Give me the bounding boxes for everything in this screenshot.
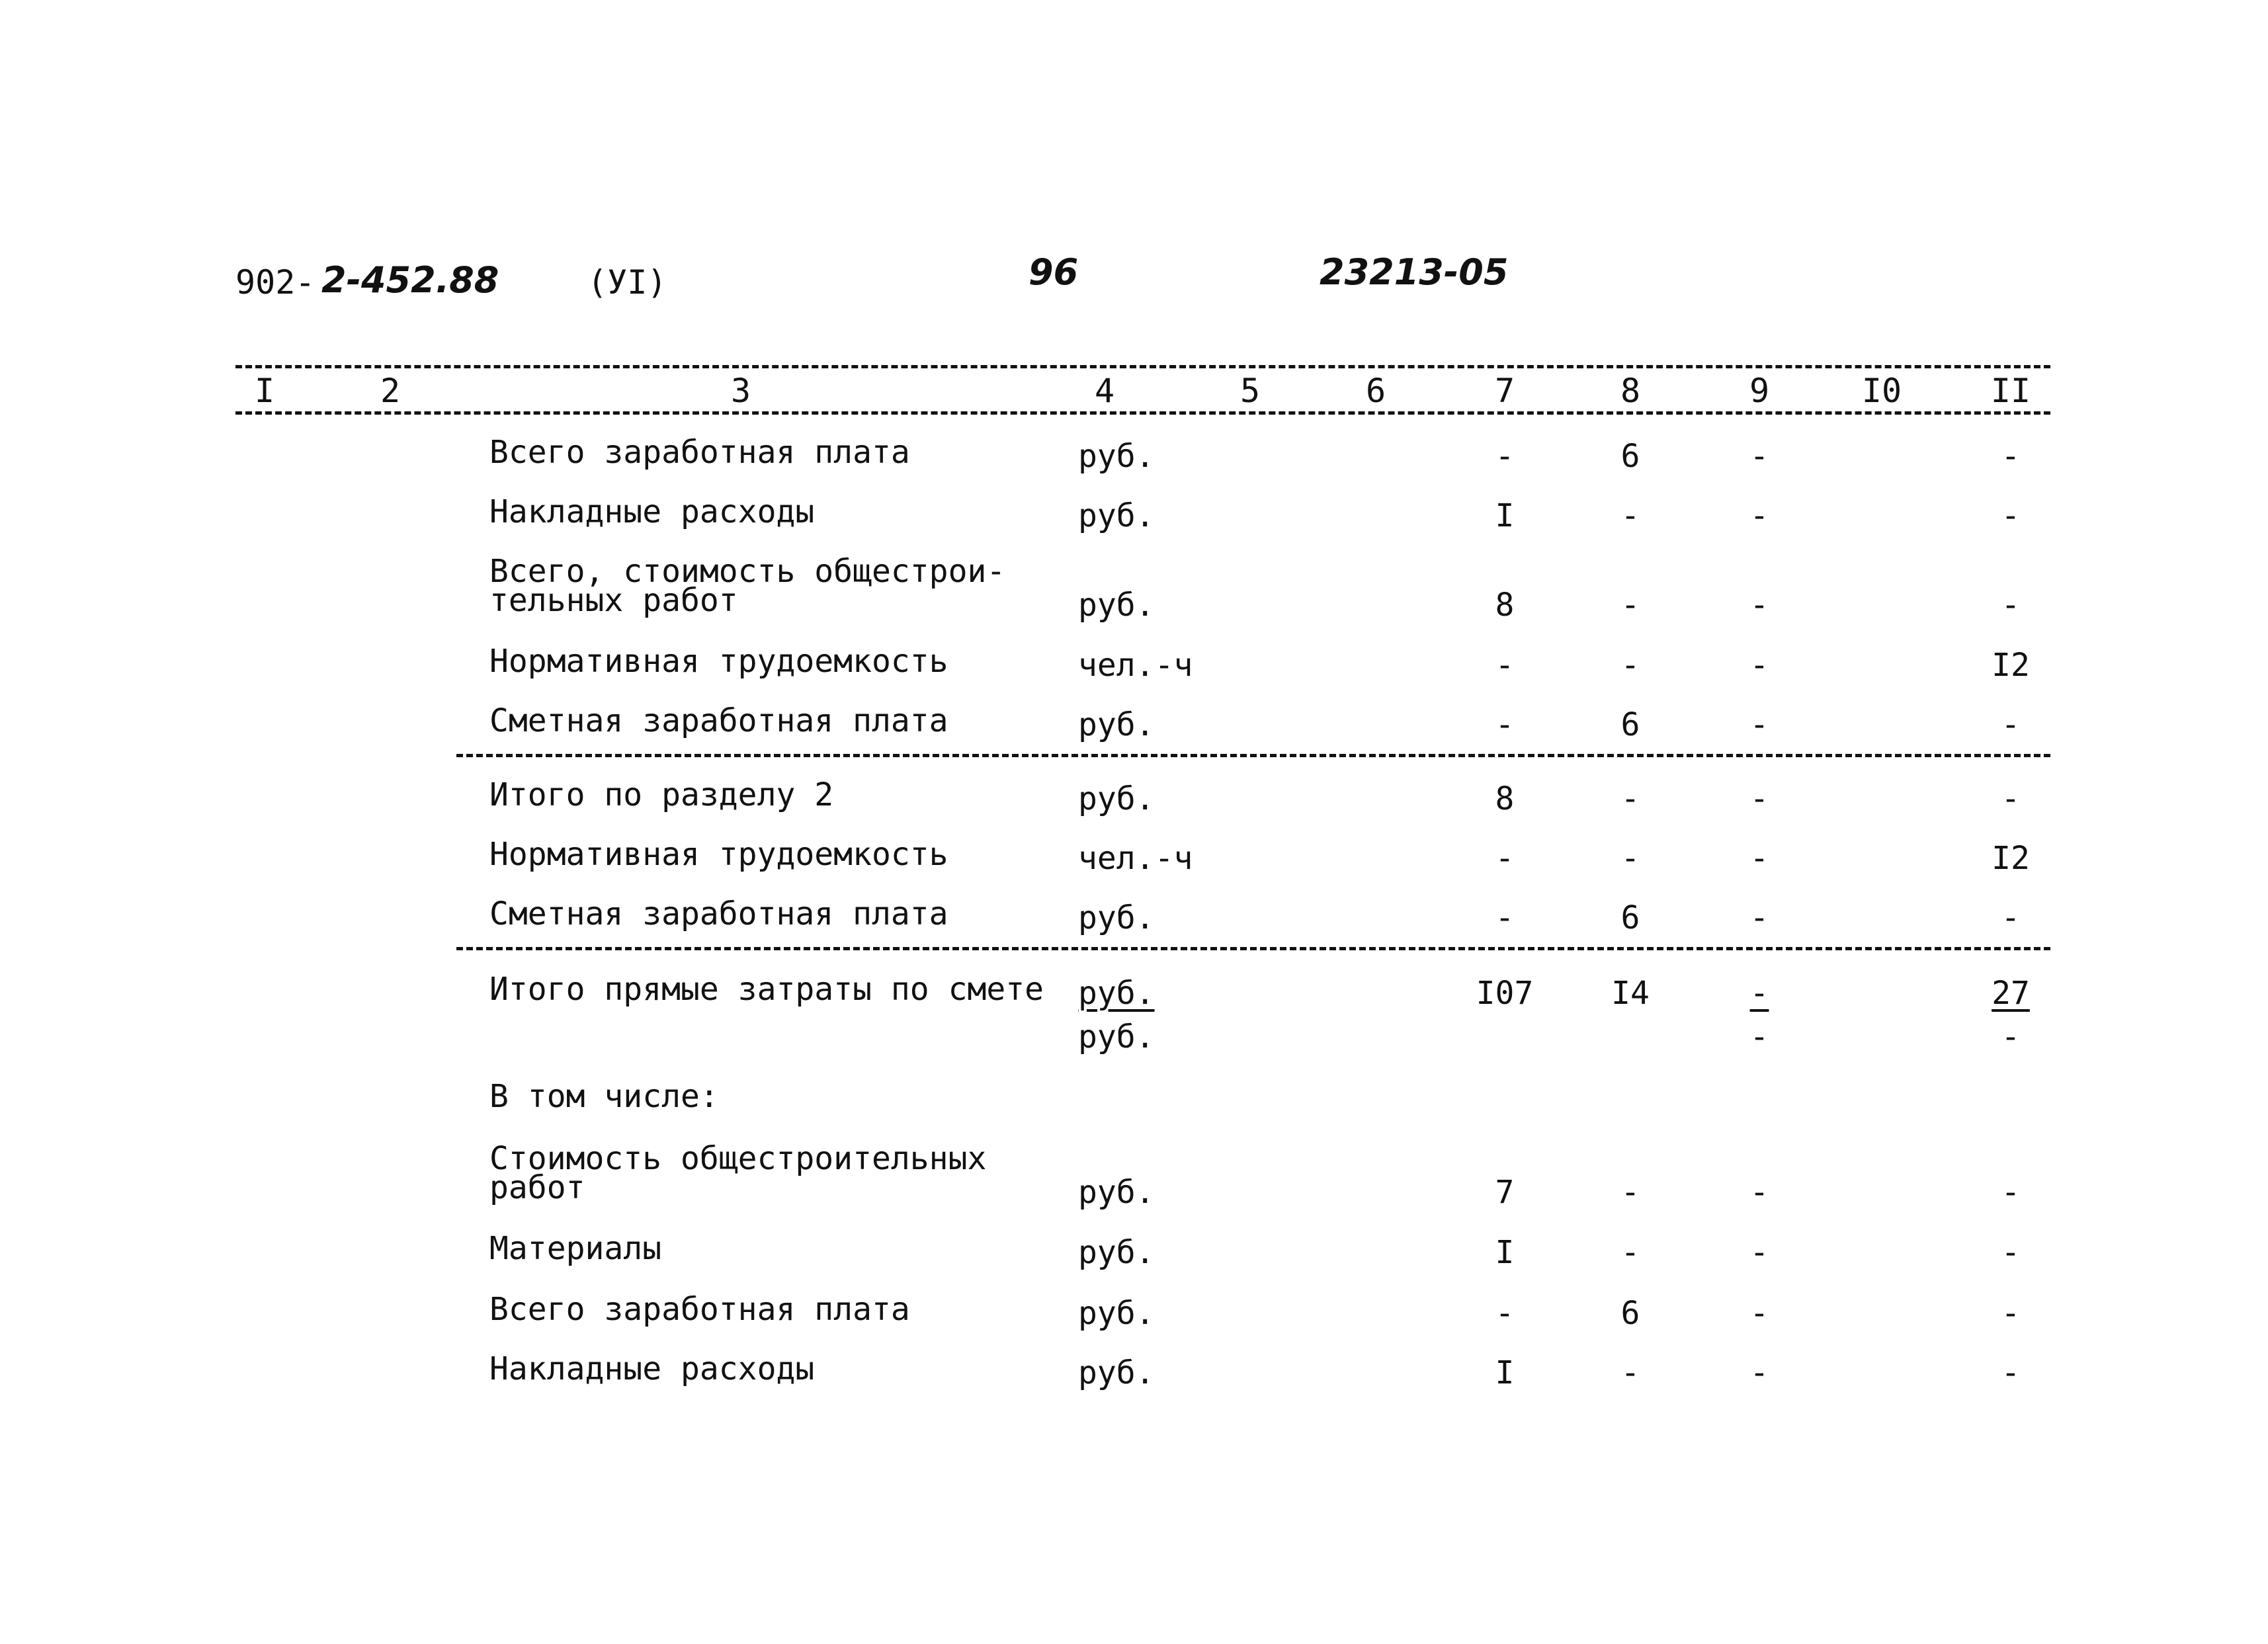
col9-value: -: [1749, 1018, 1769, 1055]
col7-value: -: [1495, 840, 1515, 877]
column-number-1: I: [254, 372, 275, 410]
col11-value: -: [2001, 899, 2021, 936]
col8-value: -: [1620, 647, 1640, 684]
row-label: Накладные расходы: [489, 493, 815, 530]
table-row: [0, 1350, 2268, 1414]
col11-value: -: [2001, 438, 2021, 475]
col11-value: -: [2001, 1354, 2021, 1391]
row-unit: руб.: [1078, 587, 1155, 624]
doc-number-handwritten: 2-452.88: [321, 259, 499, 301]
header-top-rule: [235, 365, 2050, 368]
album-number: (УI): [587, 263, 667, 302]
row-unit: руб.: [1078, 497, 1155, 534]
table-row: [0, 643, 2268, 706]
row-label: В том числе:: [489, 1078, 719, 1115]
row-unit: руб.: [1078, 1018, 1155, 1055]
col8-value: -: [1620, 1234, 1640, 1271]
document-code: 23213-05: [1320, 251, 1509, 293]
col8-value: I4: [1611, 975, 1650, 1012]
row-label: Нормативная трудоемкость: [489, 643, 948, 680]
row-unit: руб.: [1078, 1234, 1155, 1271]
table-row: [0, 895, 2268, 959]
row-label: Всего, стоимость общестрои- тельных работ: [489, 553, 1006, 619]
table-row: [0, 1140, 2268, 1217]
row-unit: чел.-ч: [1078, 840, 1193, 877]
col9-value: -: [1749, 975, 1769, 1012]
col9-value: -: [1749, 1234, 1769, 1271]
column-number-5: 5: [1239, 372, 1261, 410]
row-label: Сметная заработная плата: [489, 702, 948, 739]
col7-value: -: [1495, 1295, 1515, 1332]
col9-value: -: [1749, 1354, 1769, 1391]
col11-value: 27: [1992, 975, 2030, 1012]
row-unit: чел.-ч: [1078, 647, 1193, 684]
row-unit: руб.: [1078, 899, 1155, 936]
table-row: [0, 553, 2268, 630]
col9-value: -: [1749, 497, 1769, 534]
col9-value: -: [1749, 438, 1769, 475]
col7-value: 7: [1495, 1174, 1515, 1211]
col11-value: I2: [1992, 647, 2030, 684]
col7-value: 8: [1495, 780, 1515, 817]
col8-value: 6: [1620, 706, 1640, 743]
col8-value: -: [1620, 497, 1640, 534]
col9-value: -: [1749, 840, 1769, 877]
col9-value: -: [1749, 587, 1769, 624]
col11-value: -: [2001, 1018, 2021, 1055]
column-number-4: 4: [1094, 372, 1115, 410]
col9-value: -: [1749, 647, 1769, 684]
col11-value: -: [2001, 780, 2021, 817]
table-row: [0, 1230, 2268, 1294]
col7-value: I: [1495, 497, 1515, 534]
row-unit: руб.: [1078, 780, 1155, 817]
col7-value: I: [1495, 1354, 1515, 1391]
column-number-11: II: [1990, 372, 2031, 410]
col8-value: 6: [1620, 1295, 1640, 1332]
doc-prefix: 902-: [235, 263, 315, 302]
col9-value: -: [1749, 1174, 1769, 1211]
column-number-3: 3: [730, 372, 751, 410]
col8-value: -: [1620, 780, 1640, 817]
col9-value: -: [1749, 899, 1769, 936]
col7-value: I07: [1476, 975, 1534, 1012]
row-unit: руб.: [1078, 1354, 1155, 1391]
col7-value: -: [1495, 899, 1515, 936]
table-row: [0, 702, 2268, 766]
col7-value: I: [1495, 1234, 1515, 1271]
col7-value: -: [1495, 647, 1515, 684]
col7-value: 8: [1495, 587, 1515, 624]
column-number-6: 6: [1365, 372, 1386, 410]
table-row: [0, 776, 2268, 840]
column-number-10: I0: [1861, 372, 1902, 410]
row-unit: руб.: [1078, 438, 1155, 475]
col8-value: -: [1620, 840, 1640, 877]
table-row: [0, 836, 2268, 899]
header-bottom-rule: [235, 411, 2050, 415]
col11-value: -: [2001, 497, 2021, 534]
row-label: Всего заработная плата: [489, 1291, 910, 1328]
page-number: 96: [1029, 251, 1079, 293]
column-number-7: 7: [1494, 372, 1515, 410]
row-label: Итого по разделу 2: [489, 776, 834, 813]
col7-value: -: [1495, 438, 1515, 475]
col11-value: -: [2001, 1234, 2021, 1271]
row-label: Нормативная трудоемкость: [489, 836, 948, 873]
col9-value: -: [1749, 1295, 1769, 1332]
col8-value: -: [1620, 587, 1640, 624]
row-label: Материалы: [489, 1230, 662, 1267]
row-unit: руб.: [1078, 1295, 1155, 1332]
table-row: [0, 493, 2268, 557]
column-number-9: 9: [1749, 372, 1770, 410]
col11-value: -: [2001, 1295, 2021, 1332]
col7-value: -: [1495, 706, 1515, 743]
row-label: Всего заработная плата: [489, 434, 910, 471]
table-row: [0, 434, 2268, 497]
col9-value: -: [1749, 706, 1769, 743]
column-number-2: 2: [380, 372, 401, 410]
row-unit: руб.: [1078, 706, 1155, 743]
row-label: Накладные расходы: [489, 1350, 815, 1387]
row-unit: руб.: [1078, 975, 1155, 1012]
col8-value: -: [1620, 1354, 1640, 1391]
table-row: [0, 1291, 2268, 1354]
col11-value: -: [2001, 587, 2021, 624]
row-unit: руб.: [1078, 1174, 1155, 1211]
col9-value: -: [1749, 780, 1769, 817]
table-row: [0, 1018, 2268, 1078]
col11-value: -: [2001, 706, 2021, 743]
table-row: [0, 1078, 2268, 1141]
col8-value: -: [1620, 1174, 1640, 1211]
col8-value: 6: [1620, 438, 1640, 475]
col11-value: I2: [1992, 840, 2030, 877]
row-label: Итого прямые затраты по смете: [489, 971, 1044, 1008]
col11-value: -: [2001, 1174, 2021, 1211]
row-label: Стоимость общестроительных работ: [489, 1140, 987, 1206]
column-number-8: 8: [1620, 372, 1641, 410]
row-label: Сметная заработная плата: [489, 895, 948, 932]
col8-value: 6: [1620, 899, 1640, 936]
